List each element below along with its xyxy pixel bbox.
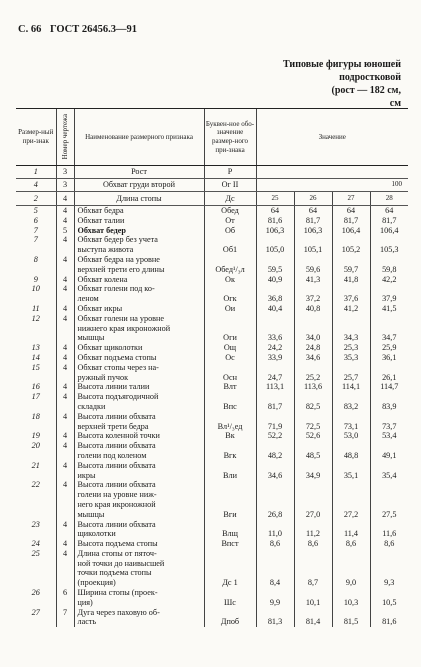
cell-value: 64 xyxy=(294,206,332,216)
cell-value: 114,1 xyxy=(332,382,370,392)
cell-symbol: Вгк xyxy=(204,441,256,461)
cell-drawing: 4 xyxy=(56,275,74,285)
cell-value: 35,4 xyxy=(370,461,408,481)
cell-name xyxy=(74,235,204,255)
cell-symbol: Ог II xyxy=(204,179,256,192)
cell-name: Длина стопы xyxy=(74,192,204,206)
name-line: Высота коленной точки xyxy=(77,431,160,441)
name-line: Длина стопы от пяточ- xyxy=(77,548,157,558)
cell-drawing: 4 xyxy=(56,392,74,412)
cell-name: Обхват груди второй xyxy=(74,179,204,192)
col-header-symbol: Буквен-ное обо-значение размер-ного при-знака xyxy=(204,109,256,166)
row-chest-girth xyxy=(16,179,408,192)
cell-value: 24,2 xyxy=(256,343,294,353)
row-foot-length-sizes xyxy=(16,192,408,206)
cell-value: 81,7 xyxy=(332,216,370,226)
cell-name xyxy=(74,412,204,432)
cell-value: 59,5 xyxy=(256,255,294,275)
cell-value: 72,5 xyxy=(294,412,332,432)
cell-value: 35,1 xyxy=(332,461,370,481)
cell-symbol: Р xyxy=(204,166,256,179)
cell-value: 34,0 xyxy=(294,314,332,343)
cell-no: 7 xyxy=(33,225,38,235)
name-line: леном xyxy=(77,294,99,304)
name-line: Обхват бедер xyxy=(77,225,126,235)
table-row xyxy=(16,275,408,285)
cell-value: 11,4 xyxy=(332,520,370,540)
cell-value: 25,2 xyxy=(294,363,332,383)
cell-no: 26 xyxy=(31,588,40,598)
cell-value: 41,3 xyxy=(294,275,332,285)
cell-value: 41,8 xyxy=(332,275,370,285)
cell-name xyxy=(74,343,204,353)
name-line: Обхват бедра на уровне xyxy=(77,254,160,264)
cell-value: 59,6 xyxy=(294,255,332,275)
cell-size: 26 xyxy=(294,192,332,206)
cell-value: 11,6 xyxy=(370,520,408,540)
cell-value: 64 xyxy=(332,206,370,216)
cell-value: 81,4 xyxy=(294,608,332,628)
name-line: Обхват талии xyxy=(77,215,125,225)
cell-value: 34,6 xyxy=(294,353,332,363)
table-row xyxy=(16,412,408,432)
name-line: икры xyxy=(77,470,96,480)
cell-drawing: 4 xyxy=(56,363,74,383)
cell-no: 1 xyxy=(16,166,56,179)
cell-no: 21 xyxy=(31,460,40,470)
cell-drawing: 4 xyxy=(56,520,74,540)
cell-no: 24 xyxy=(31,539,40,549)
cell-value: 106,4 xyxy=(370,226,408,236)
cell-symbol: Дпоб xyxy=(204,608,256,628)
cell-value: 81,6 xyxy=(370,608,408,628)
page-number: С. 66 xyxy=(18,24,42,35)
table-header-row xyxy=(16,109,408,166)
cell-name xyxy=(74,216,204,226)
cell-drawing: 4 xyxy=(56,304,74,314)
cell-name xyxy=(74,441,204,461)
name-line: Обхват голени под ко- xyxy=(77,284,155,294)
cell-symbol: Ои xyxy=(204,304,256,314)
cell-value: 49,1 xyxy=(370,441,408,461)
cell-value: 83,9 xyxy=(370,392,408,412)
cell-name xyxy=(74,314,204,343)
title-line-1: Типовые фигуры юношей подростковой xyxy=(283,59,401,83)
name-line: Высота линии талии xyxy=(77,382,150,392)
cell-name xyxy=(74,392,204,412)
cell-no: 19 xyxy=(31,431,40,441)
cell-name xyxy=(74,461,204,481)
name-line: щиколотки xyxy=(77,529,116,539)
cell-value: 41,2 xyxy=(332,304,370,314)
cell-value: 9,9 xyxy=(256,588,294,608)
name-line: ружный пучок xyxy=(77,372,129,382)
cell-name xyxy=(74,608,204,628)
name-line: Обхват бедер без учета xyxy=(77,235,158,245)
cell-value: 34,9 xyxy=(294,461,332,481)
name-line: Ширина стопы (проек- xyxy=(77,588,158,598)
cell-value: 27,2 xyxy=(332,480,370,519)
cell-no: 14 xyxy=(31,352,40,362)
cell-value: 81,7 xyxy=(256,392,294,412)
cell-no: 8 xyxy=(33,254,38,264)
cell-value: 59,8 xyxy=(370,255,408,275)
name-line: Обхват стопы через на- xyxy=(77,362,159,372)
cell-value: 8,6 xyxy=(370,539,408,549)
table-row xyxy=(16,461,408,481)
table-row xyxy=(16,255,408,275)
cell-no: 16 xyxy=(31,382,40,392)
cell-value: 8,7 xyxy=(294,549,332,588)
col-header-name: Наименование размерного признака xyxy=(74,109,204,166)
cell-no: 2 xyxy=(16,192,56,206)
cell-drawing: 4 xyxy=(56,235,74,255)
cell-symbol: Обед¹/₃л xyxy=(204,255,256,275)
cell-symbol: Об xyxy=(204,226,256,236)
table-row xyxy=(16,363,408,383)
cell-no: 17 xyxy=(31,392,40,402)
table-title xyxy=(231,58,401,110)
cell-no: 10 xyxy=(31,284,40,294)
cell-value: 11,0 xyxy=(256,520,294,540)
cell-value: 11,2 xyxy=(294,520,332,540)
cell-name: Рост xyxy=(74,166,204,179)
table-row xyxy=(16,382,408,392)
cell-value: 42,2 xyxy=(370,275,408,285)
cell-value: 33,9 xyxy=(256,353,294,363)
cell-symbol: От xyxy=(204,216,256,226)
cell-drawing: 4 xyxy=(56,539,74,549)
cell-value: 105,2 xyxy=(332,235,370,255)
cell-symbol: Ос xyxy=(204,353,256,363)
name-line: (проекция) xyxy=(77,578,116,588)
standard-id: ГОСТ 26456.3—91 xyxy=(49,24,138,35)
cell-name xyxy=(74,284,204,304)
name-line: Высота линии обхвата xyxy=(77,460,156,470)
cell-drawing: 4 xyxy=(56,441,74,461)
cell-drawing: 5 xyxy=(56,226,74,236)
cell-symbol: Ощ xyxy=(204,343,256,353)
cell-no: 15 xyxy=(31,362,40,372)
page-header xyxy=(18,24,143,35)
cell-name xyxy=(74,480,204,519)
cell-drawing: 4 xyxy=(56,461,74,481)
cell-value: 48,5 xyxy=(294,441,332,461)
cell-drawing: 4 xyxy=(56,382,74,392)
cell-drawing: 4 xyxy=(56,353,74,363)
col-header-size-no: Размер-ный при-знак xyxy=(16,109,56,166)
cell-name xyxy=(74,226,204,236)
table-row xyxy=(16,226,408,236)
cell-value: 25,3 xyxy=(332,343,370,353)
cell-value: 71,9 xyxy=(256,412,294,432)
table-row xyxy=(16,392,408,412)
cell-drawing: 4 xyxy=(56,549,74,588)
name-line: голени на уровне ниж- xyxy=(77,490,157,500)
cell-value: 26,1 xyxy=(370,363,408,383)
cell-value: 81,6 xyxy=(256,216,294,226)
cell-value: 37,9 xyxy=(370,284,408,304)
cell-no: 13 xyxy=(31,343,40,353)
cell-drawing: 6 xyxy=(56,588,74,608)
cell-drawing: 4 xyxy=(56,284,74,304)
cell-value: 34,6 xyxy=(256,461,294,481)
cell-value: 40,9 xyxy=(256,275,294,285)
table-row xyxy=(16,353,408,363)
name-line: Дуга через паховую об- xyxy=(77,607,160,617)
cell-drawing: 4 xyxy=(56,431,74,441)
cell-symbol: Обед xyxy=(204,206,256,216)
cell-value: 48,8 xyxy=(332,441,370,461)
table-row xyxy=(16,441,408,461)
table-row xyxy=(16,284,408,304)
name-line: Обхват икры xyxy=(77,303,123,313)
cell-value: 73,7 xyxy=(370,412,408,432)
cell-value: 52,6 xyxy=(294,431,332,441)
cell-size: 25 xyxy=(256,192,294,206)
name-line: голени под коленом xyxy=(77,450,147,460)
table-row xyxy=(16,520,408,540)
cell-symbol: Вл¹/₃ед xyxy=(204,412,256,432)
cell-no: 5 xyxy=(33,206,38,215)
name-line: него края икроножной xyxy=(77,499,156,509)
cell-symbol: Дс 1 xyxy=(204,549,256,588)
cell-drawing: 4 xyxy=(56,343,74,353)
cell-value: 105,3 xyxy=(370,235,408,255)
cell-value: 64 xyxy=(370,206,408,216)
cell-name xyxy=(74,255,204,275)
cell-value: 113,1 xyxy=(256,382,294,392)
cell-no: 11 xyxy=(31,303,40,313)
name-line: ласть xyxy=(77,617,97,627)
cell-symbol: Влщ xyxy=(204,520,256,540)
cell-drawing: 4 xyxy=(56,216,74,226)
cell-value: 27,0 xyxy=(294,480,332,519)
cell-value: 40,8 xyxy=(294,304,332,314)
cell-value: 10,3 xyxy=(332,588,370,608)
cell-drawing: 4 xyxy=(56,412,74,432)
cell-value: 37,2 xyxy=(294,284,332,304)
cell-value: 8,6 xyxy=(294,539,332,549)
cell-symbol: Дс xyxy=(204,192,256,206)
table-row xyxy=(16,235,408,255)
cell-no: 4 xyxy=(16,179,56,192)
cell-value: 73,1 xyxy=(332,412,370,432)
cell-symbol: Впст xyxy=(204,539,256,549)
cell-value: 25,9 xyxy=(370,343,408,353)
cell-symbol: Ок xyxy=(204,275,256,285)
cell-symbol: Осн xyxy=(204,363,256,383)
cell-value: 34,3 xyxy=(332,314,370,343)
table-row xyxy=(16,549,408,588)
cell-value: 41,5 xyxy=(370,304,408,314)
cell-value: 10,1 xyxy=(294,588,332,608)
cell-name xyxy=(74,539,204,549)
cell-name xyxy=(74,588,204,608)
name-line: Высота линии обхвата xyxy=(77,411,156,421)
cell-drawing: 7 xyxy=(56,608,74,628)
cell-value: 24,7 xyxy=(256,363,294,383)
name-line: верхней трети бедра xyxy=(77,421,149,431)
cell-no: 18 xyxy=(31,411,40,421)
cell-value: 100 xyxy=(256,179,408,192)
name-line: выступа живота xyxy=(77,245,134,255)
cell-value: 27,5 xyxy=(370,480,408,519)
cell-symbol: Шс xyxy=(204,588,256,608)
cell-value: 36,8 xyxy=(256,284,294,304)
cell-value: 105,0 xyxy=(256,235,294,255)
cell-value: 25,7 xyxy=(332,363,370,383)
cell-value: 8,4 xyxy=(256,549,294,588)
cell-symbol: Вги xyxy=(204,480,256,519)
cell-symbol: Вк xyxy=(204,431,256,441)
cell-value xyxy=(256,166,408,179)
cell-no: 6 xyxy=(33,215,38,225)
name-line: Обхват бедра xyxy=(77,206,124,215)
cell-value: 83,2 xyxy=(332,392,370,412)
table-row xyxy=(16,608,408,628)
cell-value: 24,8 xyxy=(294,343,332,353)
cell-value: 106,3 xyxy=(294,226,332,236)
cell-name xyxy=(74,520,204,540)
cell-value: 8,6 xyxy=(256,539,294,549)
cell-value: 64 xyxy=(256,206,294,216)
name-line: мышцы xyxy=(77,509,105,519)
cell-value: 9,0 xyxy=(332,549,370,588)
cell-symbol: Об1 xyxy=(204,235,256,255)
cell-size: 27 xyxy=(332,192,370,206)
cell-value: 114,7 xyxy=(370,382,408,392)
cell-value: 113,6 xyxy=(294,382,332,392)
cell-symbol: Огк xyxy=(204,284,256,304)
name-line: точки подъема стопы xyxy=(77,568,152,578)
cell-no: 20 xyxy=(31,441,40,451)
cell-value: 40,4 xyxy=(256,304,294,314)
name-line: Высота линии обхвата xyxy=(77,519,156,529)
cell-no: 27 xyxy=(31,607,40,617)
name-line: Высота подъягодичной xyxy=(77,392,159,402)
cell-no: 7 xyxy=(33,235,38,245)
cell-value: 37,6 xyxy=(332,284,370,304)
title-line-2: (рост — 182 см, xyxy=(331,85,401,96)
cell-drawing: 4 xyxy=(56,480,74,519)
cell-name xyxy=(74,549,204,588)
cell-name xyxy=(74,382,204,392)
table-row xyxy=(16,314,408,343)
cell-name xyxy=(74,206,204,216)
name-line: мышцы xyxy=(77,333,105,343)
name-line: Обхват голени на уровне xyxy=(77,313,165,323)
cell-value: 59,7 xyxy=(332,255,370,275)
cell-value: 36,1 xyxy=(370,353,408,363)
cell-value: 34,7 xyxy=(370,314,408,343)
cell-value: 53,4 xyxy=(370,431,408,441)
cell-value: 81,7 xyxy=(294,216,332,226)
cell-name xyxy=(74,363,204,383)
cell-name xyxy=(74,304,204,314)
name-line: нижнего края икроножной xyxy=(77,323,171,333)
cell-name xyxy=(74,431,204,441)
cell-value: 81,5 xyxy=(332,608,370,628)
cell-value: 105,1 xyxy=(294,235,332,255)
name-line: Высота линии обхвата xyxy=(77,441,156,451)
cell-symbol: Оги xyxy=(204,314,256,343)
table-row xyxy=(16,304,408,314)
cell-drawing: 4 xyxy=(56,255,74,275)
cell-value: 82,5 xyxy=(294,392,332,412)
col-header-drawing-no: Номер чертежа xyxy=(56,109,74,166)
name-line: ной точки до наивысшей xyxy=(77,558,165,568)
table-row xyxy=(16,216,408,226)
cell-drawing: 4 xyxy=(56,314,74,343)
cell-symbol: Впс xyxy=(204,392,256,412)
name-line: Обхват щиколотки xyxy=(77,343,143,353)
cell-value: 81,7 xyxy=(370,216,408,226)
cell-value: 106,3 xyxy=(256,226,294,236)
name-line: Высота подъема стопы xyxy=(77,539,158,549)
name-line: Обхват подъема стопы xyxy=(77,352,157,362)
cell-value: 33,6 xyxy=(256,314,294,343)
name-line: Высота линии обхвата xyxy=(77,480,156,490)
cell-value: 53,0 xyxy=(332,431,370,441)
cell-symbol: Влт xyxy=(204,382,256,392)
row-height xyxy=(16,166,408,179)
cell-size: 28 xyxy=(370,192,408,206)
name-line: верхней трети его длины xyxy=(77,264,165,274)
table-row xyxy=(16,431,408,441)
cell-name xyxy=(74,353,204,363)
cell-value: 35,3 xyxy=(332,353,370,363)
table-row xyxy=(16,539,408,549)
table-row xyxy=(16,206,408,216)
cell-drawing: 4 xyxy=(56,192,74,206)
cell-drawing: 3 xyxy=(56,166,74,179)
cell-value: 106,4 xyxy=(332,226,370,236)
cell-value: 9,3 xyxy=(370,549,408,588)
title-line-3: см xyxy=(389,98,401,109)
table-row xyxy=(16,588,408,608)
cell-no: 25 xyxy=(31,548,40,558)
table-row xyxy=(16,480,408,519)
cell-value: 26,8 xyxy=(256,480,294,519)
cell-drawing: 3 xyxy=(56,179,74,192)
measurements-table xyxy=(16,108,408,627)
cell-symbol: Вли xyxy=(204,461,256,481)
name-line: ция) xyxy=(77,597,93,607)
cell-no: 9 xyxy=(33,274,38,284)
cell-value: 10,5 xyxy=(370,588,408,608)
col-header-value: Значение xyxy=(256,109,408,166)
cell-drawing: 4 xyxy=(56,206,74,216)
cell-value: 48,2 xyxy=(256,441,294,461)
cell-value: 81,3 xyxy=(256,608,294,628)
name-line: Обхват колена xyxy=(77,274,128,284)
cell-value: 8,6 xyxy=(332,539,370,549)
cell-no: 23 xyxy=(31,519,40,529)
name-line: складки xyxy=(77,401,106,411)
cell-value: 52,2 xyxy=(256,431,294,441)
cell-name xyxy=(74,275,204,285)
cell-no: 12 xyxy=(31,313,40,323)
table-row xyxy=(16,343,408,353)
cell-no: 22 xyxy=(31,480,40,490)
